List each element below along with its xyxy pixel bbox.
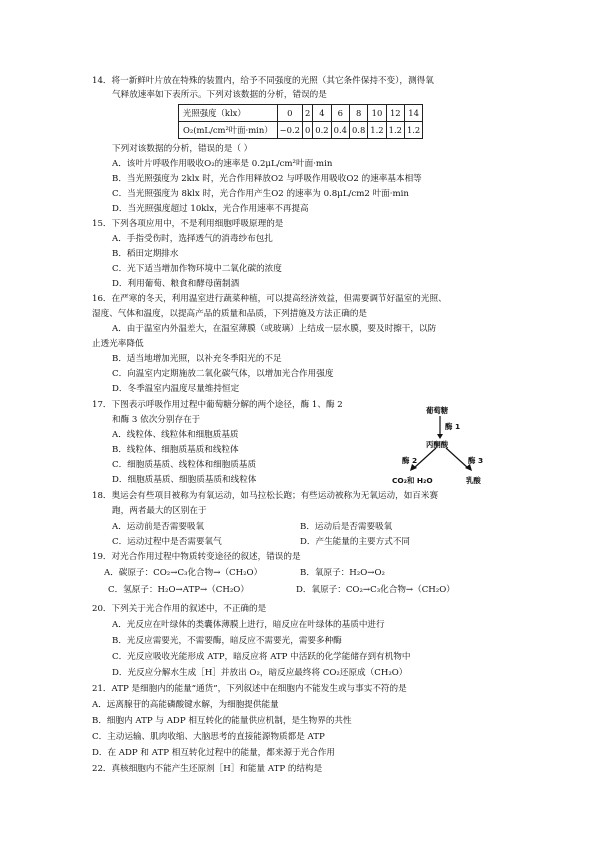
- q14-prompt: 下列对该数据的分析，错误的是（ ）: [112, 144, 253, 154]
- q17-option-c: C．细胞质基质、线粒体和细胞质基质: [112, 460, 257, 470]
- enzyme1-label: 酶 1: [445, 422, 461, 431]
- table-cell: 4: [313, 105, 331, 122]
- q20-option-b: B．光反应需要光，不需要酶，暗反应不需要光，需要多种酶: [112, 636, 342, 646]
- q15-option-d: D．利用葡萄、粮食和酵母菌制酒: [112, 279, 240, 289]
- q18-stem-line1: 18．奥运会有些项目被称为有氧运动，如马拉松长跑；有些运动被称为无氧运动，如百米赛: [92, 491, 439, 501]
- q14-option-c: C．当光照强度为 8klx 时，光合作用产生O2 的速率为 0.8μL/cm2 叶面·min: [112, 189, 409, 199]
- q16-option-c: C．向温室内定期施放二氧化碳气体，以增加光合作用强度: [112, 369, 334, 379]
- q19-option-b: B．氧原子：H₂O→O₂: [300, 568, 385, 578]
- q15-stem: 15．下列各项应用中，不是利用细胞呼吸原理的是: [92, 219, 284, 229]
- q21-option-c: C．主动运输、肌肉收缩、大脑思考的直接能源物质都是 ATP: [92, 732, 325, 742]
- q19-stem: 19．对光合作用过程中物质转变途径的叙述，错误的是: [92, 552, 301, 562]
- table-cell: 8: [349, 105, 367, 122]
- enzyme3-label: 酶 3: [468, 456, 484, 465]
- table-cell: 12: [386, 105, 404, 122]
- table-cell: −0.2: [277, 122, 302, 139]
- q19-option-d: D．氧原子：CO₂→C₃化合物→（CH₂O）: [296, 585, 455, 595]
- q19-option-a: A．碳原子：CO₂→C₃化合物→（CH₂O）: [104, 568, 263, 578]
- q16-option-b: B．适当地增加光照，以补充冬季阳光的不足: [112, 354, 282, 364]
- q17-option-d: D．细胞质基质、细胞质基质和线粒体: [112, 475, 257, 485]
- enzyme2-label: 酶 2: [402, 456, 418, 465]
- q14-stem-line2: 气释放速率如下表所示。下列对该数据的分析，错误的是: [112, 90, 327, 100]
- table-cell: 6: [331, 105, 349, 122]
- q20-option-c: C．光反应吸收光能形成 ATP，暗反应将 ATP 中活跃的化学能储存到有机物中: [112, 652, 411, 662]
- q19-option-c: C．氢原子：H₂O→ATP→（CH₂O）: [108, 585, 249, 595]
- table-row: [179, 122, 423, 139]
- q18-option-c: C．运动过程中是否需要氧气: [112, 537, 222, 547]
- lactic-acid-label: 乳酸: [466, 476, 481, 485]
- table-cell: 0.4: [331, 122, 349, 139]
- co2-water-label: CO₂和 H₂O: [392, 476, 433, 485]
- q18-option-a: A．运动前是否需要吸氧: [112, 522, 205, 532]
- arrow-enzyme3: [446, 448, 468, 468]
- q14-option-d: D．当光照强度超过 10klx，光合作用速率不再提高: [112, 204, 309, 214]
- table-cell: 0: [302, 122, 312, 139]
- q16-option-a-line2: 止透光率降低: [92, 339, 144, 349]
- q15-option-b: B．稻田定期排水: [112, 249, 179, 259]
- q18-option-d: D．产生能量的主要方式不同: [300, 537, 411, 547]
- q21-option-a: A．远离腺苷的高能磷酸键水解，为细胞提供能量: [92, 700, 279, 710]
- q22-stem: 22．真核细胞内不能产生还原剂［H］和能量 ATP 的结构是: [92, 764, 323, 774]
- q14-stem-line1: 14．将一新鲜叶片放在特殊的装置内，给予不同强度的光照（其它条件保持不变），测得氧: [92, 76, 434, 86]
- table-row-label: 光照强度（klx）: [179, 105, 278, 122]
- q17-stem-line1: 17．下图表示呼吸作用过程中葡萄糖分解的两个途径，酶 1、酶 2: [92, 400, 343, 410]
- q15-option-a: A．手指受伤时，选择透气的消毒纱布包扎: [112, 234, 273, 244]
- table-cell: 1.2: [404, 122, 422, 139]
- q16-stem-line2: 湿度、气体和温度，以提高产品的质量和品质，下列措施及方法正确的是: [92, 309, 368, 319]
- q16-stem-line1: 16．在严寒的冬天，利用温室进行蔬菜种植，可以提高经济效益，但需要调节好温室的光照、: [92, 294, 447, 304]
- table-cell: 14: [404, 105, 422, 122]
- table-cell: 1.2: [368, 122, 386, 139]
- q18-option-b: B．运动后是否需要吸氧: [300, 522, 393, 532]
- table-row: [179, 105, 423, 122]
- q20-option-d: D．光反应分解水生成［H］并放出 O₂，暗反应最终将 CO₂还原成（CH₂O）: [112, 668, 408, 678]
- q16-option-a-line1: A．由于温室内外温差大，在温室薄膜（或玻璃）上结成一层水膜，要及时擦干，以防: [112, 324, 437, 334]
- q14-option-b: B．当光照强度为 2klx 时，光合作用释放O2 与呼吸作用吸收O2 的速率基本相等: [112, 174, 422, 184]
- q21-option-d: D．在 ADP 和 ATP 相互转化过程中的能量，都来源于光合作用: [92, 748, 336, 758]
- q15-option-c: C．光下适当增加作物环境中二氧化碳的浓度: [112, 264, 282, 274]
- table-cell: 2: [302, 105, 312, 122]
- q17-option-b: B．线粒体、细胞质基质和线粒体: [112, 445, 239, 455]
- q20-stem: 20．下列关于光合作用的叙述中，不正确的是: [92, 604, 267, 614]
- q20-option-a: A．光反应在叶绿体的类囊体薄膜上进行，暗反应在叶绿体的基质中进行: [112, 620, 385, 630]
- pyruvate-label: 丙酮酸: [426, 440, 449, 449]
- table-cell: 10: [368, 105, 386, 122]
- q14-option-a: A．该叶片呼吸作用吸收O₂的速率是 0.2μL/cm²叶面·min: [112, 159, 333, 169]
- table-cell: 1.2: [386, 122, 404, 139]
- q16-option-d: D．冬季温室内温度尽量维持恒定: [112, 384, 240, 394]
- glucose-label: 葡萄糖: [426, 406, 449, 415]
- table-cell: 0.2: [313, 122, 331, 139]
- q17-stem-line2: 和酶 3 依次分别存在于: [112, 415, 201, 425]
- table-cell: 0.8: [349, 122, 367, 139]
- q21-stem: 21．ATP 是细胞内的能量“通货”，下列叙述中在细胞内不能发生或与事实不符的是: [92, 684, 407, 694]
- light-intensity-table: [178, 104, 423, 139]
- table-cell: 0: [277, 105, 302, 122]
- respiration-pathway-diagram: [388, 404, 498, 494]
- q18-stem-line2: 跑，两者最大的区别在于: [112, 506, 207, 516]
- table-row-label: O₂(mL/cm²叶面·min）: [179, 122, 278, 139]
- q21-option-b: B．细胞内 ATP 与 ADP 相互转化的能量供应机制，是生物界的共性: [92, 716, 352, 726]
- q17-option-a: A．线粒体、线粒体和细胞质基质: [112, 430, 239, 440]
